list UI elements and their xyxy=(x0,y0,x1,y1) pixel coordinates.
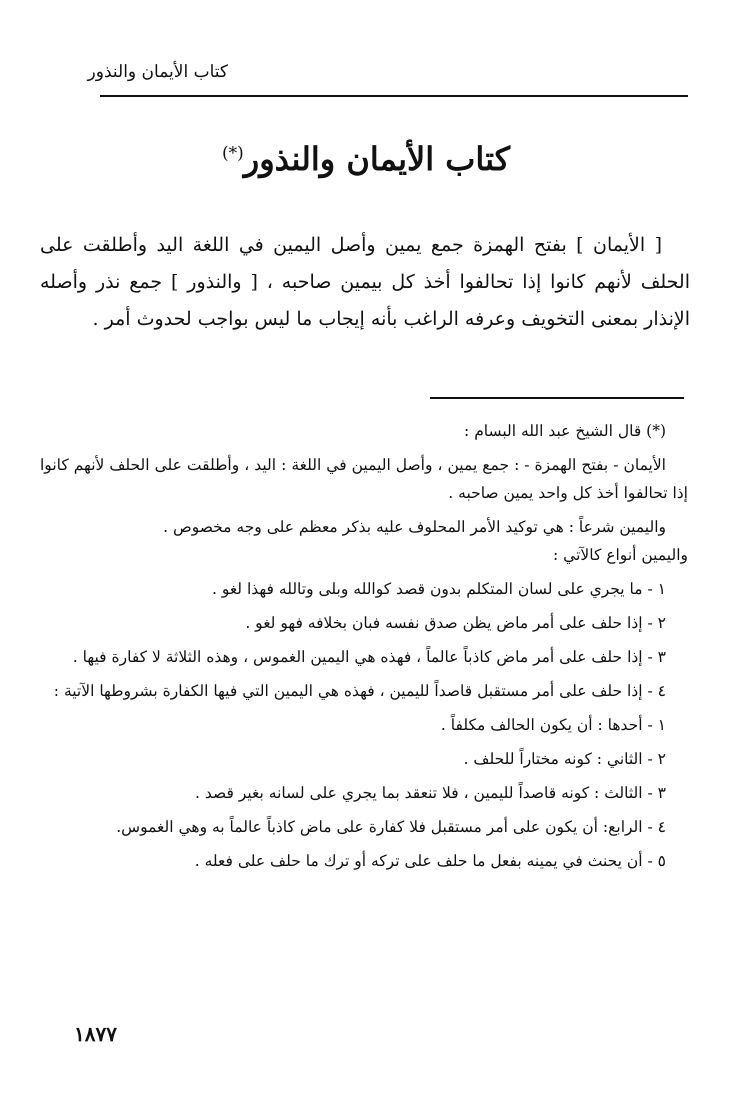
footnote-rule xyxy=(430,397,684,399)
chapter-title-text: كتاب الأيمان والنذور xyxy=(243,140,511,178)
footnotes xyxy=(40,417,688,881)
header-rule xyxy=(100,95,688,97)
chapter-title xyxy=(0,140,732,178)
footnote-marker: (*) xyxy=(221,143,244,164)
footnote-condition-item: ٤ - الرابع: أن يكون على أمر مستقبل فلا كفارة على ماض كاذباً عالماً به وهي الغموس. xyxy=(116,818,666,836)
footnote-condition-item: ٢ - الثاني : كونه مختاراً للحلف . xyxy=(463,750,666,768)
footnote-type-item: ٢ - إذا حلف على أمر ماض يظن صدق نفسه فبان بخلافه فهو لغو . xyxy=(245,614,666,632)
footnote-paragraph-types: واليمين أنواع كالآتي : xyxy=(553,546,688,564)
main-text xyxy=(40,227,690,338)
footnote-paragraph-shari: واليمين شرعاً : هي توكيد الأمر المحلوف عليه بذكر معظم على وجه مخصوص . xyxy=(163,518,666,536)
footnote-condition-item: ٣ - الثالث : كونه قاصداً لليمين ، فلا تنعقد بما يجري على لسانه بغير قصد . xyxy=(195,784,666,802)
footnote-condition-item: ١ - أحدها : أن يكون الحالف مكلفاً . xyxy=(440,716,666,734)
footnote-intro: (*) قال الشيخ عبد الله البسام : xyxy=(464,422,666,440)
footnote-paragraph-definition: الأيمان - بفتح الهمزة - : جمع يمين ، وأصل اليمين في اللغة : اليد ، وأطلقت على الحلف لأنهم كانوا إذا تحالفوا أخذ كل واحد يمين صاحبه . xyxy=(40,456,688,502)
footnote-condition-item: ٥ - أن يحنث في يمينه بفعل ما حلف على تركه أو ترك ما حلف على فعله . xyxy=(194,852,666,870)
running-header: كتاب الأيمان والنذور xyxy=(87,62,228,82)
footnote-type-item: ١ - ما يجري على لسان المتكلم بدون قصد كوالله وبلى وتالله فهذا لغو . xyxy=(211,580,666,598)
footnote-type-item: ٣ - إذا حلف على أمر ماض كاذباً عالماً ، فهذه هي اليمين الغموس ، وهذه الثلاثة لا كفارة فيها . xyxy=(72,648,666,666)
page-number: ١٨٧٧ xyxy=(74,1022,117,1046)
main-paragraph: [ الأيمان ] بفتح الهمزة جمع يمين وأصل اليمين في اللغة اليد وأطلقت على الحلف لأنهم كانوا إذا تحالفوا أخذ كل بيمين صاحبه ، [ والنذور ] جمع نذر وأصله الإنذار بمعنى التخويف وعرفه الراغب بأنه إيجاب ما ليس بواجب لحدوث أمر . xyxy=(40,234,690,330)
footnote-type-item: ٤ - إذا حلف على أمر مستقبل قاصداً لليمين ، فهذه هي اليمين التي فيها الكفارة بشروطها الآتية : xyxy=(53,682,666,700)
